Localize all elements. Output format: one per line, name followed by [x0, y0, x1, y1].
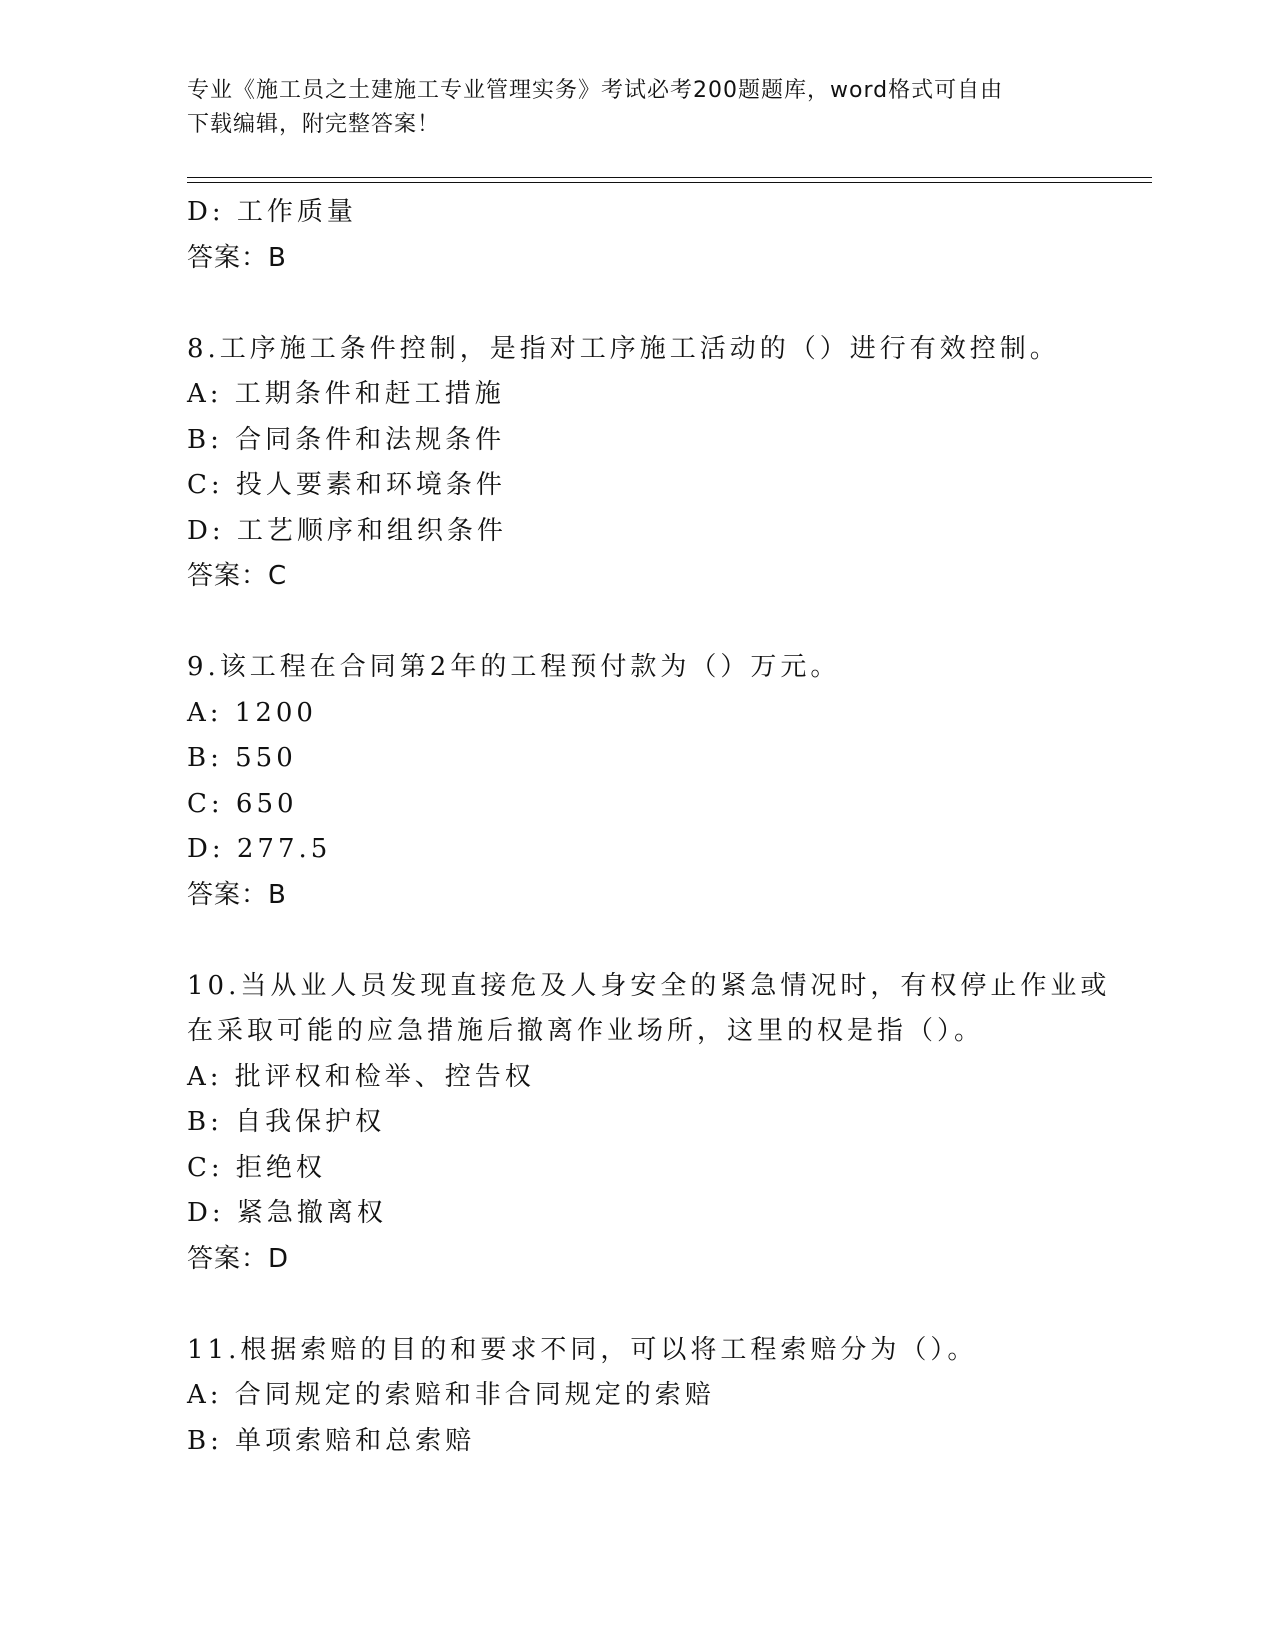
question-9-option-d: D: 277.5 [187, 834, 332, 864]
question-8-answer: 答案：C [187, 561, 288, 591]
header-line-1: 专业《施工员之土建施工专业管理实务》考试必考200题题库，word格式可自由 [187, 78, 1004, 103]
header-line-2: 下载编辑，附完整答案！ [187, 112, 441, 137]
question-9-stem: 9.该工程在合同第2年的工程预付款为（）万元。 [187, 652, 841, 682]
question-8-stem: 8.工序施工条件控制，是指对工序施工活动的（）进行有效控制。 [187, 333, 1060, 364]
question-list [187, 190, 1152, 1464]
question-8-option-a: A: 工期条件和赶工措施 [187, 379, 505, 409]
question-9-option-b: B: 550 [187, 743, 297, 773]
question-9-option-a: A: 1200 [187, 697, 317, 728]
header-divider-top [187, 177, 1152, 178]
spacer [187, 918, 1152, 964]
question-9-answer: 答案：B [187, 879, 287, 910]
question-11-option-b: B: 单项索赔和总索赔 [187, 1425, 476, 1456]
question-10-option-c: C: 拒绝权 [187, 1152, 326, 1183]
question-10-stem-line-2: 在采取可能的应急措施后撤离作业场所，这里的权是指（）。 [187, 1016, 985, 1046]
spacer [187, 281, 1152, 327]
option-d: D: 工作质量 [187, 197, 357, 227]
spacer [187, 1282, 1152, 1328]
question-8-option-d: D: 工艺顺序和组织条件 [187, 515, 507, 546]
question-10-option-a: A: 批评权和检举、控告权 [187, 1061, 535, 1092]
header-divider-bottom [187, 182, 1152, 183]
question-9-option-c: C: 650 [187, 788, 298, 819]
question-8-option-b: B: 合同条件和法规条件 [187, 424, 506, 455]
answer-line: 答案：B [187, 242, 287, 273]
document-header [187, 74, 1077, 142]
question-11-option-a: A: 合同规定的索赔和非合同规定的索赔 [187, 1380, 715, 1410]
question-10-option-d: D: 紧急撤离权 [187, 1198, 387, 1228]
spacer [187, 600, 1152, 646]
question-10-option-b: B: 自我保护权 [187, 1107, 386, 1137]
question-10-stem-line-1: 10.当从业人员发现直接危及人身安全的紧急情况时，有权停止作业或 [187, 970, 1111, 1001]
question-8-option-c: C: 投人要素和环境条件 [187, 470, 506, 500]
question-11-stem: 11.根据索赔的目的和要求不同，可以将工程索赔分为（）。 [187, 1334, 978, 1365]
question-10-answer: 答案：D [187, 1243, 290, 1274]
